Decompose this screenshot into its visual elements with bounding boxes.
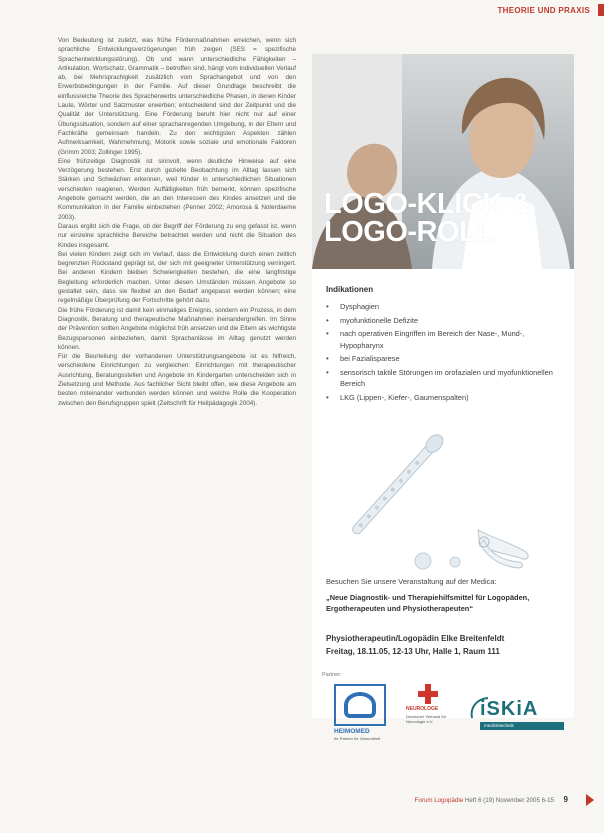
indication-text: Dysphagien xyxy=(340,302,380,311)
indication-item xyxy=(326,392,566,404)
article-paragraph: Eine frühzeitige Diagnostik ist sinnvoll, wenn deutliche Hinweise auf eine Verzögerung bestehen. Erst durch gezielte Beobachtung im Alltag lassen sich Stärken und Schwächen erkennen, weil Kinder in unterschiedlichen Situationen verschieden reagieren. Werden Auffälligkeiten früh bemerkt, können spezifische Angebote gemacht werden, die an den Interessen des Kindes ansetzen und die Kommunikation in der Familie einbeziehen (Penner 2002; Amorosa & Noterdaeme 2003). xyxy=(58,157,296,221)
bullet-icon: • xyxy=(326,329,329,338)
indication-text: LKG (Lippen-, Kiefer-, Gaumenspalten) xyxy=(340,392,469,402)
page-number: 9 xyxy=(563,795,568,804)
red-cross-icon xyxy=(418,684,438,704)
heimomed-name: HEIMOMED xyxy=(334,728,370,735)
indications-title: Indikationen xyxy=(326,285,374,294)
association-name: NEUROLOGE xyxy=(406,706,439,712)
article-paragraph: Für die Beurteilung der vorhandenen Unterstützungsangebote ist es hilfreich, verschiedene Einrichtungen zu vergleichen: Einrichtungen mit therapeutischer Ausrichtung, Beratungsstellen und Angebote im Kindergarten unterscheiden sich in Zielsetzung und Methode. Aus fachlicher Sicht bleibt offen, wie diese Angebote am besten miteinander verbunden werden können und welche Rolle die Kooperation zwischen den Berufsgruppen spielt (Zeitschrift für Heilpädagogik 2004). xyxy=(58,353,296,407)
event-speaker: Physiotherapeutin/Logopädin Elke Breitenfeldt xyxy=(326,634,505,643)
bullet-icon: • xyxy=(326,315,329,325)
indication-item xyxy=(326,353,566,365)
footer-brand: Forum Logopädie xyxy=(414,797,464,804)
partners-label: Partner: xyxy=(322,672,342,678)
indication-text: sensorisch taktile Störungen im orofazialen und myofunktionellen Bereich xyxy=(340,367,553,388)
indication-item xyxy=(326,367,566,390)
iskia-wordmark: iSKiA xyxy=(480,698,539,720)
event-lead: Besuchen Sie unsere Veranstaltung auf der Medica: xyxy=(326,577,497,586)
ad-title-line: LOGO-KLICK & xyxy=(324,188,531,220)
ad-title-line: LOGO-ROLL xyxy=(324,216,494,248)
article-paragraph: Daraus ergibt sich die Frage, ob der Begriff der Förderung zu eng gefasst ist, wenn nur einzelne sprachliche Bereiche betrachtet werden und nicht die Situation des Kindes insgesamt. xyxy=(58,222,296,249)
heimomed-emblem-icon xyxy=(334,684,386,726)
page-footer xyxy=(415,797,554,804)
indication-item xyxy=(326,301,566,313)
indication-text: bei Fazialisparese xyxy=(340,354,400,363)
logo-klick-tool-illustration xyxy=(312,434,574,574)
heimomed-logo xyxy=(334,684,386,740)
product-image xyxy=(312,434,574,574)
page-marker-icon xyxy=(586,794,594,806)
ad-photo xyxy=(312,54,574,269)
bullet-icon: • xyxy=(326,392,329,402)
indication-text: nach operativen Eingriffen im Bereich der Nase-, Mund-, Hypopharynx xyxy=(340,329,525,350)
article-paragraph: Bei vielen Kindern zeigt sich im Verlauf, dass die Entwicklung durch einen zeitlich begrenzten Rückstand geprägt ist, der sich mit geeigneter Unterstützung verringert. Bei anderen Kindern bleiben Schwierigkeiten bestehen, die eine langfristige Begleitung erforderlich machen. Unter diesen Umständen müssen Angebote so gestaltet sein, dass sie flexibel an den Bedarf angepasst werden können; eine regelmäßige Überprüfung der Fortschritte gehört dazu. xyxy=(58,250,296,305)
advertisement xyxy=(312,54,574,741)
article-paragraph: Die frühe Förderung ist damit kein einmaliges Ereignis, sondern ein Prozess, in dem Diagnostik, Beratung und therapeutische Maßnahmen ineinandergreifen. Im Sinne der Prävention sollten Angebote möglichst früh ansetzen und die Eltern als wichtigste Bezugspersonen einbeziehen, damit Sprachanlässe im Alltag genutzt werden können. xyxy=(58,306,296,351)
event-time: Freitag, 18.11.05, 12-13 Uhr, Halle 1, Raum 111 xyxy=(326,647,500,656)
association-logo xyxy=(406,696,450,736)
indications-list xyxy=(326,301,566,405)
indication-text: myofunktionelle Defizite xyxy=(340,315,419,325)
section-header: THEORIE UND PRAXIS xyxy=(497,6,590,15)
iskia-logo xyxy=(468,696,564,736)
event-title: „Neue Diagnostik- und Therapiehilfsmittel für Logopäden, Ergotherapeuten und Physiotherapeuten“ xyxy=(326,593,530,613)
indication-item xyxy=(326,328,566,351)
iskia-tagline: medizintechnik xyxy=(480,722,564,730)
association-tagline: Deutscher Verband für Neurologie e.V. xyxy=(406,714,447,724)
article-body xyxy=(58,36,296,798)
indication-item xyxy=(326,315,566,327)
section-marker xyxy=(598,4,604,16)
ad-title xyxy=(324,190,531,246)
article-paragraph: Von Bedeutung ist zuletzt, was frühe Fördermaßnahmen erreichen, wenn sich sprachliche Entwicklungsverzögerungen früh zeigen (SES = spezifische Sprachentwicklungsstörung). Ob und wann unterschiedliche Fähigkeiten – Artikulation, Wortschatz, Grammatik – betroffen sind, hängt vom individuellen Verlauf ab, bei Mehrsprachigkeit zusätzlich vom Sprachangebot und von den Erwerbsbedingungen in der Familie. Auf dieser Grundlage beschreibt die einflussreiche Theorie des Spracherwerbs unterschiedliche Phasen, in denen Kinder Laute, Wörter und Satzmuster erwerben; entscheidend sind der Zeitpunkt und die Qualität der Unterstützung. Eine Förderung beruht hier nicht nur auf einer Übungssituation, sondern auf einer sprachanregenden Umgebung, in der Eltern und Fachkräfte gemeinsam handeln. Zu den wichtigsten Aspekten zählen Aufmerksamkeit, Wahrnehmung, Motorik sowie soziale und emotionale Faktoren (Grimm 2003; Zollinger 1995). xyxy=(58,37,296,156)
bullet-icon: • xyxy=(326,354,329,363)
bullet-icon: • xyxy=(326,367,329,377)
bullet-icon: • xyxy=(326,302,329,311)
footer-issue: Heft 6 (19) November 2005 6-15 xyxy=(464,797,554,804)
heimomed-tagline: Ihr Partner für Gesundheit xyxy=(334,736,381,741)
